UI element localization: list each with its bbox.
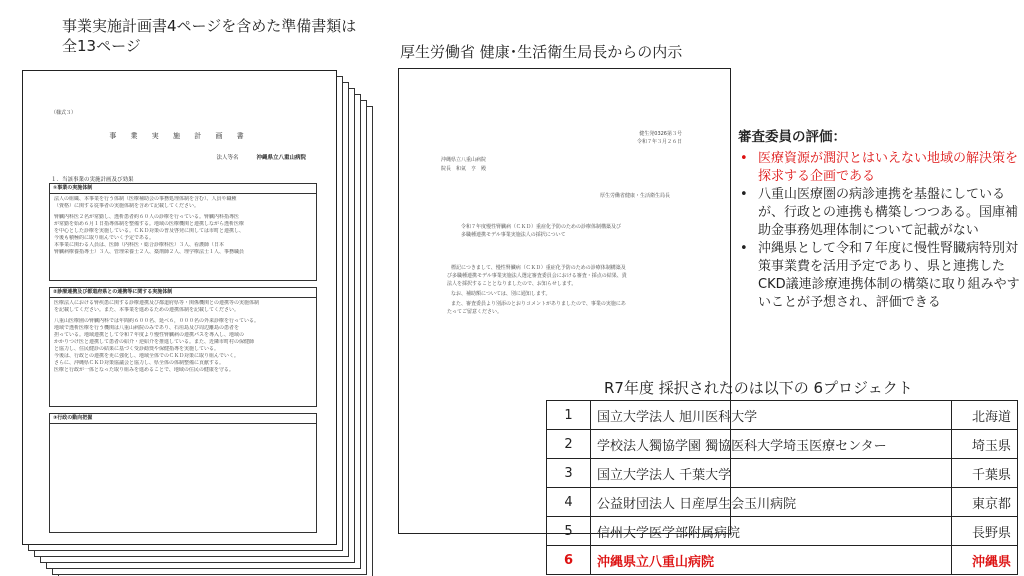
table-row [547,430,1018,459]
box-heading: ③行政の動向把握 [50,414,316,424]
text-line: 八重山医療圏の腎臓内科では年間約６００名、延べ６，０００名の外来診療を行っている。 [54,318,260,324]
bullet: • [740,151,748,166]
row-number: 3 [547,459,591,488]
letter-body-line: なお、補助額については、別に通知します。 [451,291,551,297]
corporation-label: 法人等名 [216,155,239,161]
corporation-row [216,153,306,161]
box-collaboration-structure [49,287,317,407]
text-line: 今後は、行政との連携を更に強化し、地域全体でのＣＫＤ対策に取り組んでいく。 [54,353,239,359]
letter-sender: 厚生労働省健康・生活衛生局長 [599,193,670,199]
institution-name: 国立大学法人 旭川医科大学 [591,401,952,430]
row-number: 4 [547,488,591,517]
reviewer-evaluation [738,128,1020,312]
text-line: 担っている。地域連携として令和７年度より慢性腎臓病の連携パスを導入し、地域の [54,332,245,338]
table-row [547,517,1018,546]
row-number: 6 [547,546,591,575]
text-line: 腎臓内科医２名が常勤し、透析患者約６０人の診療を行っている。腎臓内科指導医 [54,214,240,220]
institution-name: 公益財団法人 日産厚生会玉川病院 [591,488,952,517]
prefecture: 沖縄県 [952,546,1018,575]
table-row [547,459,1018,488]
evaluation-text: 沖縄県として令和７年度に慢性腎臓病特別対策事業費を活用予定であり、県と連携したCKD議連診療連携体制の構築に取り組みやすいことが予想され、評価できる [758,241,1020,310]
box-heading: ①事業の実施体制 [50,184,316,194]
box-heading: ②診療連携及び都道府県との連携等に関する実施体制 [50,288,316,298]
table-row [547,488,1018,517]
letter-date: 令和７年３月２６日 [636,139,682,145]
evaluation-text: 医療資源が潤沢とはいえない地域の解決策を探求する企画である [758,151,1019,184]
letter-recipient-director: 院長 和氣 亨 殿 [441,166,487,172]
corporation-name: 沖縄県立八重山病院 [256,155,306,161]
evaluation-item [738,240,1020,312]
letter-body-line: 標記につきまして、慢性腎臓病（ＣＫＤ）重症化予防のための診療体制構築及 [451,265,626,271]
text-line: （資格）に関する従事者の実施体制を含めて記載してください。 [54,203,200,209]
bullet: • [740,241,748,256]
text-line: と協力し、住民健診の結果に基づく受診勧奨や保健指導を実施している。 [54,346,220,352]
text-line: を記載してください。また、本事業を進めるための連携体制を記載してください。 [54,307,240,313]
institution-name: 学校法人獨協学園 獨協医科大学埼玉医療センター [591,430,952,459]
table-row-highlighted [547,546,1018,575]
evaluation-title: 審査委員の評価： [738,129,846,145]
letter-body-line: たってご留意ください。 [447,309,503,315]
plan-title: 事 業 実 施 計 画 書 [109,132,250,140]
letter-body-line: び多職種連携モデル事業実施法人選定審査委員会における審査・採点の結果、貴 [447,273,627,279]
text-line: 医療法人における腎疾患に関する診療連携及び都道府県等・関係機関との連携等の実施体制 [54,300,260,306]
letter-subject: 多職種連携モデル事業実施法人の採択について [461,232,566,238]
box-administration-trends [49,413,317,533]
evaluation-item [738,150,1020,186]
bullet: • [740,187,748,202]
row-number: 5 [547,517,591,546]
text-line: 本事業に関わる人員は、医師（内科医・総合診療科医）３人、看護師（日本 [54,242,225,248]
letter-body-line: また、審査委員より別添のとおりコメントがありましたので、事業の実施にあ [451,301,626,307]
table-row [547,401,1018,430]
letter-recipient: 沖縄県立八重山病院 [441,157,487,163]
text-line: さらに、沖縄県ＣＫＤ対策協議会と協力し、県全体の体制整備に貢献する。 [54,360,225,366]
text-line: 医療と行政が一体となった取り組みを進めることで、地域の住民の健康を守る。 [54,367,234,373]
evaluation-text: 八重山医療圏の病診連携を基盤にしているが、行政との連携も構築しつつある。国庫補助金事務処理体制について記載がない [758,187,1019,238]
prefecture: 埼玉県 [952,430,1018,459]
prefecture: 東京都 [952,488,1018,517]
prefecture: 長野県 [952,517,1018,546]
row-number: 1 [547,401,591,430]
institution-name: 国立大学法人 千葉大学 [591,459,952,488]
implementation-plan-document [22,70,337,545]
caption-ministry-notice: 厚生労働省 健康･生活衛生局長からの内示 [400,43,683,61]
prefecture: 北海道 [952,401,1018,430]
text-line: 法人の組織、本事業を行う体制（医療補助会の事務処理体制を含む）、人員や職種 [54,196,237,202]
letter-reference-number: 健生発0326第３号 [639,131,682,137]
institution-name: 信州大学医学部附属病院 [591,517,952,546]
projects-table-title: R7年度 採択されたのは以下の 6プロジェクト [604,379,913,397]
adopted-projects-table [546,400,1018,575]
row-number: 2 [547,430,591,459]
text-line: が常勤を始め６月１日指導体制を整備する。地域の医療機関と連携しながら透析医療 [54,221,245,227]
text-line: 地域で透析医療を行う機関は八重山病院のみであり、石垣島及び周辺離島の患者を [54,325,240,331]
institution-name: 沖縄県立八重山病院 [591,546,952,575]
letter-body-line: 法人を採択することとなりましたので、お知らせします。 [447,281,577,287]
form-number: （様式３） [51,110,77,116]
prefecture: 千葉県 [952,459,1018,488]
caption-document-pages: 事業実施計画書4ページを含めた準備書類は全13ページ [62,17,357,55]
text-line: かかりつけ医と連携して患者の紹介・逆紹介を推進している。また、近隣市町村の保健師 [54,339,255,345]
section-heading: １．当該事業の実施計画及び効果 [51,177,134,183]
letter-subject: 令和７年度慢性腎臓病（ＣＫＤ）重症化予防のための診療体制構築及び [461,224,622,230]
evaluation-item [738,186,1020,240]
box-implementation-structure [49,183,317,281]
text-line: 腎臓病療養指導士）３人、管理栄養士２人、薬剤師２人、理学療法士１人、事務職員 [54,249,245,255]
text-line: を中心とした診療を実施している。ＣＫＤ対策の普及啓発に関しては市町と連携し、 [54,228,245,234]
text-line: 今後も積極的に取り組んでいく予定である。 [54,235,155,241]
